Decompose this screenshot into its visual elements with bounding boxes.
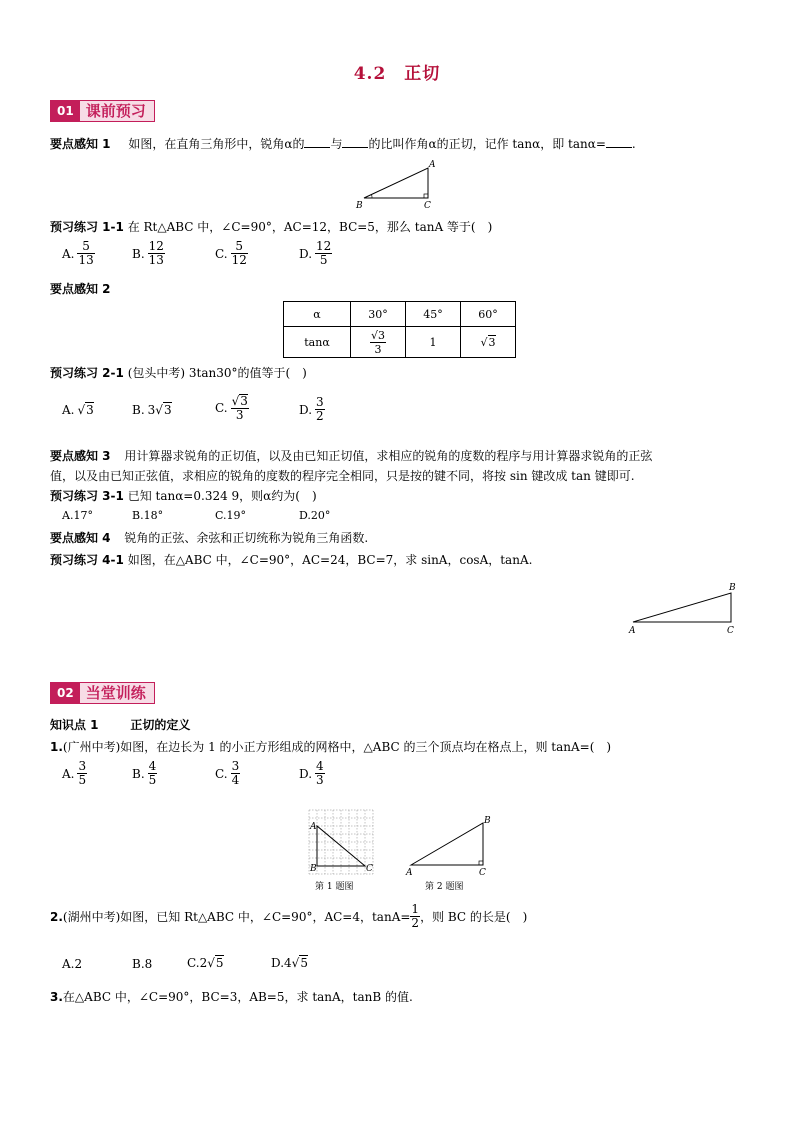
option-letter: C. [215,246,228,261]
table-row [284,302,516,327]
table-cell: √3 [461,327,516,358]
denominator: 5 [78,773,87,787]
option-d[interactable]: D.4√5 [271,956,308,970]
option-d[interactable] [299,760,325,787]
question-2 [50,903,527,930]
fig4-label-a: A [406,868,413,878]
denominator: 2 [411,916,420,930]
figure-2-triangle [625,580,740,638]
question-3 [50,988,413,1005]
fig2-label-b: B [729,583,736,593]
fraction [77,760,87,787]
exercise-2-1-text: (包头中考) 3tan30°的值等于( ) [127,366,307,380]
table-cell [351,327,406,358]
option-letter: C. [215,766,228,781]
key-point-4 [50,529,368,546]
figure-1-triangle [352,158,436,210]
option-a[interactable] [62,760,87,787]
fraction [148,760,158,787]
question-2-text-b: ，则 BC 的长是( ) [420,910,528,924]
exercise-1-1-head: 预习练习 1-1 [50,220,124,234]
numerator: 5 [77,240,94,254]
exercise-4-1-head: 预习练习 4-1 [50,553,124,567]
fig4-label-c: C [479,868,486,878]
fig1-label-b: B [356,201,363,210]
figure-caption: 第 1 题图 [315,882,354,892]
numerator: 3 [231,759,240,773]
option-letter: D. [299,246,313,261]
table-row [284,327,516,358]
denominator: 4 [231,773,240,787]
section-number: 02 [51,683,80,703]
fig3-label-a: A [310,822,317,832]
numerator: 3 [316,395,324,409]
option-letter: C. [215,401,228,415]
blank-1 [304,137,330,148]
fig1-label-a: A [429,160,436,170]
section-label: 当堂训练 [85,684,146,702]
section-header-preview [50,100,155,122]
option-a[interactable]: A.2 [62,957,83,971]
exercise-3-1-text: 已知 tanα=0.324 9，则α约为( ) [127,489,317,503]
option-c[interactable] [215,394,249,422]
option-b[interactable]: B.8 [132,957,153,971]
option-letter: C.2 [187,956,208,970]
figure-triangle-question-2 [403,815,503,895]
option-a[interactable]: A.17° [62,509,93,522]
option-a[interactable]: A. √ 3 [62,402,94,417]
key-point-1-text-d: . [631,137,636,151]
option-letter: A. [62,766,75,781]
option-letter: B. [132,246,145,261]
radicand: 3 [86,403,94,417]
question-3-number: 3. [50,990,63,1004]
option-letter: A. [62,246,75,261]
denominator: 5 [148,773,157,787]
fraction: $\frac{√3}{3}$ [231,394,248,422]
option-d[interactable]: D.20° [299,509,331,522]
question-1-text: (广州中考)如图，在边长为 1 的小正方形组成的网格中，△ABC 的三个顶点均在格点上，则 tanA=( ) [62,740,612,754]
denominator: 3 [316,773,324,787]
option-letter: D. [299,402,313,417]
numerator: 12 [316,239,332,253]
denominator: 13 [78,253,94,267]
option-d[interactable] [299,396,325,423]
section-label: 课前预习 [85,102,146,120]
radicand: 3 [488,336,496,349]
key-point-3-head: 要点感知 3 [50,449,111,463]
knowledge-point-1-head: 知识点 1 [50,718,99,732]
denominator: 12 [231,253,247,267]
figure-grid-question-1 [303,807,383,895]
exercise-3-1-head: 预习练习 3-1 [50,489,124,503]
exercise-2-1-head: 预习练习 2-1 [50,366,124,380]
page-title: 4.2 正切 [353,64,441,84]
key-point-1-text-c: 的比叫作角α的正切，记作 tanα，即 tanα= [368,137,606,151]
table-cell: α [284,302,351,327]
denominator: 3 [374,342,382,356]
key-point-1-text-a: 如图，在直角三角形中，锐角α的 [128,137,305,151]
question-2-number: 2. [50,909,63,924]
question-3-text: 在△ABC 中，∠C=90°，BC=3，AB=5，求 tanA，tanB 的值. [62,990,413,1004]
key-point-2-head: 要点感知 2 [50,282,111,296]
numerator: 3 [78,759,87,773]
section-header-practice [50,682,155,704]
fig1-label-c: C [424,201,431,210]
coefficient: 3 [147,402,156,417]
key-point-4-head: 要点感知 4 [50,531,111,545]
numerator: √3 [370,328,385,342]
option-b[interactable] [132,240,165,267]
fraction [315,760,325,787]
option-letter: D. [299,766,313,781]
option-c[interactable] [215,760,240,787]
option-a[interactable] [62,240,95,267]
option-d[interactable] [299,240,332,267]
numerator: 4 [316,759,324,773]
key-point-1-text-b: 与 [330,137,343,151]
key-point-2 [50,280,111,297]
fig4-label-b: B [484,816,491,826]
radicand: 5 [215,956,224,970]
denominator: 2 [316,409,324,423]
denominator: 3 [235,408,244,422]
exercise-4-1-text: 如图，在△ABC 中，∠C=90°，AC=24，BC=7，求 sinA，cosA，tanA. [127,553,533,567]
blank-2 [342,137,368,148]
option-letter: B. [132,402,145,417]
key-point-1 [50,135,636,152]
key-point-3-line-2: 值，以及由已知正弦值，求相应的锐角的度数的程序完全相同，只是按的键不同，将按 sin 键改成 tan 键即可. [50,469,635,483]
option-c[interactable]: C.19° [215,509,247,522]
fig2-label-a: A [629,626,636,636]
question-1-number: 1. [50,740,63,754]
fig3-label-b: B [310,864,317,874]
denominator: 13 [148,253,164,267]
option-letter: D.4 [271,956,292,970]
option-b[interactable] [132,760,157,787]
option-c[interactable] [215,240,248,267]
section-number: 01 [51,101,80,121]
fraction [315,396,325,423]
knowledge-point-1-title: 正切的定义 [130,718,191,732]
table-cell: 1 [406,327,461,358]
table-cell: 45° [406,302,461,327]
fraction [315,240,332,267]
key-point-1-head: 要点感知 1 [50,137,111,151]
numerator: 1 [411,902,420,916]
exercise-4-1 [50,551,532,568]
question-2-text-a: (湖州中考)如图，已知 Rt△ABC 中，∠C=90°，AC=4，tanA= [62,910,411,924]
radicand: 3 [240,394,248,408]
radicand: 3 [163,403,172,417]
blank-3 [606,137,632,148]
option-b[interactable]: B.18° [132,509,164,522]
exercise-2-1 [50,364,307,381]
fraction [231,760,241,787]
table-cell: 30° [351,302,406,327]
exercise-3-1 [50,487,317,504]
tan-value-table [283,301,516,358]
numerator: 12 [148,239,164,253]
numerator: 5 [231,240,248,254]
fraction [410,903,420,930]
table-cell: tanα [284,327,351,358]
option-letter: B. [132,766,145,781]
key-point-3 [50,447,652,464]
key-point-4-text: 锐角的正弦、余弦和正切统称为锐角三角函数. [124,531,369,545]
fig3-label-c: C [366,864,373,874]
denominator: 5 [319,253,328,267]
table-cell: 60° [461,302,516,327]
numerator: 4 [148,759,157,773]
key-point-3-line-1: 用计算器求锐角的正切值，以及由已知正切值，求相应的锐角的度数的程序与用计算器求锐角的正弦 [124,449,653,463]
radicand: 5 [300,956,308,970]
fraction [77,240,94,267]
exercise-1-1-text: 在 Rt△ABC 中，∠C=90°，AC=12，BC=5，那么 tanA 等于( ) [127,220,493,234]
option-b[interactable]: B. 3 √ 3 [132,402,172,417]
fig2-label-c: C [727,626,734,636]
option-c[interactable]: C.2√5 [187,956,224,970]
question-1 [50,738,611,755]
option-letter: A. [62,402,75,417]
fraction [231,240,248,267]
figure-caption: 第 2 题图 [425,882,464,892]
exercise-1-1 [50,218,492,235]
fraction [148,240,165,267]
knowledge-point-1 [50,716,190,733]
